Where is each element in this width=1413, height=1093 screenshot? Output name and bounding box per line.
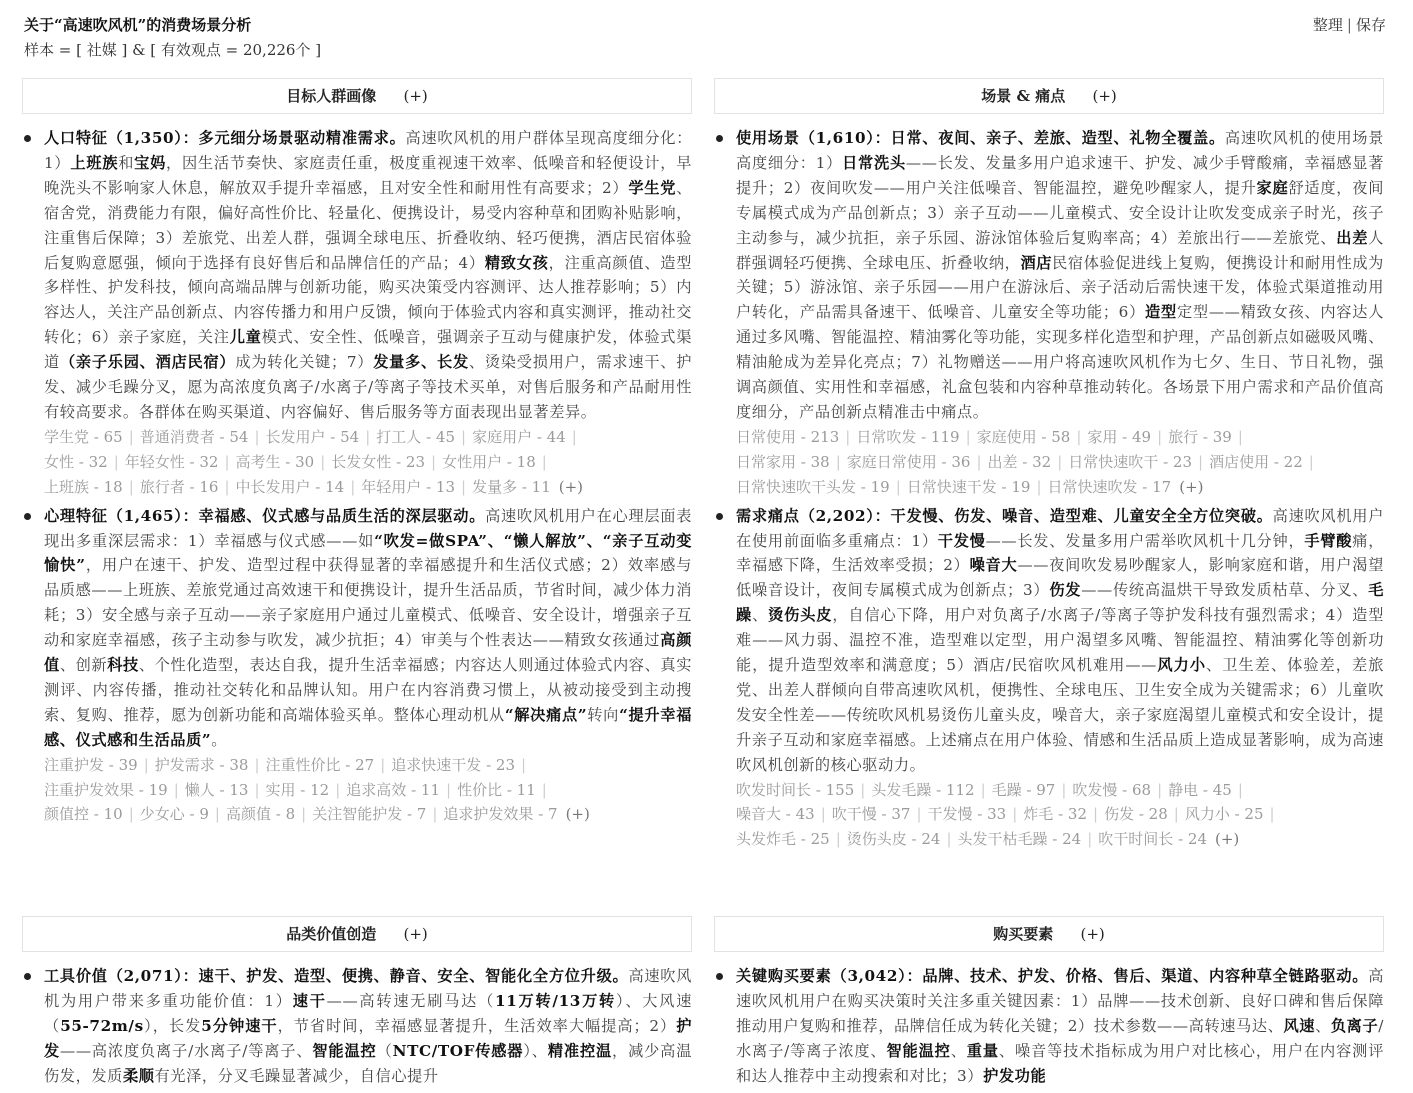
tag-divider: | <box>350 477 356 496</box>
more-tags-button[interactable]: (+) <box>1215 830 1240 849</box>
tag-divider: | <box>224 452 230 471</box>
body-text: 高速吹风机的用户群体呈现高度细分化：1） <box>44 129 692 172</box>
item-paragraph <box>44 504 692 753</box>
highlight-text: 风力小 <box>1156 656 1207 675</box>
tag-row <box>44 425 692 450</box>
body-text: ，自信心下降，用户对负离子/水离子/等离子等护发科技有强烈需求；4）造型难——风力弱、温控不准，造型难以定型，用户渴望多风嘴、智能温控、精油雾化等创新功能，提升造型效率和满意度；5）酒店/民宿吹风机难用—— <box>736 606 1385 675</box>
tag-divider: | <box>1057 452 1063 471</box>
panel-body <box>714 952 1384 1089</box>
body-text: 和 <box>118 153 135 172</box>
keyword-tag[interactable]: 日常快速吹干 - 23 <box>1068 452 1192 471</box>
tag-divider: | <box>224 477 230 496</box>
tag-divider: | <box>1012 805 1018 824</box>
tag-divider: | <box>335 780 341 799</box>
tag-divider: | <box>1269 805 1275 824</box>
highlight-text: 高颜值 <box>44 631 693 675</box>
keyword-tag[interactable]: 普通消费者 - 54 <box>139 427 249 446</box>
highlight-text: “解决痛点” <box>504 705 588 724</box>
body-text: ，节省时间，幸福感显著提升，生活效率大幅提高；2） <box>277 1016 677 1035</box>
tag-row <box>736 475 1384 500</box>
bullet-item <box>22 964 692 1089</box>
highlight-text: 55-72m/s <box>60 1016 144 1035</box>
keyword-tag[interactable]: 风力小 - 25 <box>1184 805 1264 824</box>
keyword-tag[interactable]: 烫伤头皮 - 24 <box>846 830 941 849</box>
keyword-tag[interactable]: 性价比 - 11 <box>457 780 536 799</box>
tag-row <box>44 450 692 475</box>
highlight-text: 噪音大 <box>969 556 1018 575</box>
highlight-text: 护发 <box>44 1016 692 1060</box>
tag-divider: | <box>1093 805 1099 824</box>
highlight-text: 发量多、长发 <box>373 353 469 372</box>
body-text: ——长发、发量多用户需举吹风机十几分钟， <box>985 531 1305 550</box>
panel-title: 场景 & 痛点 <box>981 87 1066 105</box>
save-button[interactable]: 保存 <box>1355 16 1386 34</box>
item-paragraph <box>736 964 1384 1089</box>
tag-divider: | <box>143 755 149 774</box>
panel-title: 品类价值创造 <box>286 925 377 943</box>
body-text: ——高转速无刷马达（ <box>326 991 496 1010</box>
body-text: 人群强调轻巧便携、全球电压、折叠收纳， <box>736 228 1384 272</box>
tag-divider: | <box>895 477 901 496</box>
body-text: 有光泽，分叉毛躁显著减少，自信心提升 <box>154 1066 439 1085</box>
tag-divider: | <box>835 452 841 471</box>
tag-divider: | <box>380 755 386 774</box>
tag-divider: | <box>365 427 371 446</box>
body-text: ——夜间吹发易吵醒家人，影响家庭和谐，用户渴望低噪音设计，夜间专属模式成为创新点；3） <box>736 556 1384 600</box>
tag-divider: | <box>845 427 851 446</box>
body-text: ——传统高温烘干导致发质枯草、分叉、 <box>1081 581 1369 600</box>
tag-list <box>44 753 692 828</box>
tag-divider: | <box>1157 780 1163 799</box>
bullet-item <box>714 964 1384 1089</box>
tag-row <box>736 827 1384 852</box>
body-text: 高速吹风机的使用场景高度细分：1） <box>736 129 1384 172</box>
expand-button[interactable]: (+) <box>403 925 428 943</box>
panel-purchase-factors <box>714 916 1384 1093</box>
item-paragraph <box>736 504 1384 778</box>
keyword-tag[interactable]: 伤发 - 28 <box>1104 805 1168 824</box>
item-heading: 使用场景（1,610）：日常、夜间、亲子、差旅、造型、礼物全覆盖。 <box>736 129 1225 147</box>
body-text: /水离子/等离子浓度、 <box>736 1016 1384 1060</box>
panel-header <box>22 78 692 114</box>
organize-button[interactable]: 整理 <box>1312 16 1343 34</box>
body-text: 、个性化造型，表达自我，提升生活幸福感；内容达人则通过体验式内容、真实测评、内容传播，推动社交转化和品牌认知。用户在内容消费习惯上，从被动接受到主动搜索、复购、推荐，愿为创新功能和高端体验买单。整体心理动机从 <box>44 656 692 724</box>
bullet-item <box>22 126 692 500</box>
tag-row <box>44 475 692 500</box>
expand-button[interactable]: (+) <box>1092 87 1117 105</box>
highlight-text: 5分钟速干 <box>201 1016 278 1035</box>
keyword-tag[interactable]: 长发用户 - 54 <box>265 427 360 446</box>
keyword-tag[interactable]: 学生党 - 65 <box>44 427 123 446</box>
keyword-tag[interactable]: 吹发时间长 - 155 <box>736 780 855 799</box>
keyword-tag[interactable]: 日常使用 - 213 <box>736 427 840 446</box>
body-text: 痛，幸福感下降，生活效率受损；2） <box>736 531 1384 575</box>
keyword-tag[interactable]: 日常快速吹干头发 - 19 <box>736 477 890 496</box>
tag-divider: | <box>301 805 307 824</box>
keyword-tag[interactable]: 家庭用户 - 44 <box>472 427 566 446</box>
tag-divider: | <box>571 427 577 446</box>
keyword-tag[interactable]: 少女心 - 9 <box>139 805 209 824</box>
body-text: 舒适度，夜间专属模式成为产品创新点；3）亲子互动——儿童模式、安全设计让吹发变成亲子时光，孩子主动参与，减少抗拒，亲子乐园、游泳馆体验后复购率高；4）差旅出行——差旅党、 <box>736 178 1384 247</box>
body-text: ——高浓度负离子/水离子/等离子、 <box>60 1041 313 1060</box>
tag-row <box>44 778 692 803</box>
highlight-text: 风速 <box>1283 1016 1316 1035</box>
keyword-tag[interactable]: 日常吹发 - 119 <box>856 427 960 446</box>
highlight-text: 日常洗头 <box>842 153 906 172</box>
tag-divider: | <box>320 452 326 471</box>
body-text: ——长发、发量多用户追求速干、护发、减少手臂酸痛，幸福感显著提升；2）夜间吹发——用户关注低噪音、智能温控，避免吵醒家人，提升 <box>736 153 1384 197</box>
keyword-tag[interactable]: 高颜值 - 8 <box>225 805 296 824</box>
tag-divider: | <box>1076 427 1082 446</box>
highlight-text: 手臂酸 <box>1304 531 1353 550</box>
more-tags-button[interactable]: (+) <box>1179 477 1204 496</box>
keyword-tag[interactable]: 头发炸毛 - 25 <box>736 830 830 849</box>
bullet-item <box>714 504 1384 853</box>
item-heading: 关键购买要素（3,042）：品牌、技术、护发、价格、售后、渠道、内容种草全链路驱动。 <box>736 967 1369 985</box>
expand-button[interactable]: (+) <box>1080 925 1105 943</box>
keyword-tag[interactable]: 注重性价比 - 27 <box>265 755 375 774</box>
item-heading: 工具价值（2,071）：速干、护发、造型、便携、静音、安全、智能化全方位升级。 <box>44 967 629 985</box>
highlight-text: 柔顺 <box>122 1066 155 1085</box>
body-text: 定型——精致女孩、内容达人通过多风嘴、智能温控、精油雾化等功能，实现多样化造型和护理，产品创新点如磁吸风嘴、精油舱成为差异化亮点；7）礼物赠送——用户将高速吹风机作为七夕、生日、节日礼物，强调高颜值、实用性和幸福感，礼盒包装和内容种草推动转化。各场景下用户需求和产品价值高度细分，产品创新点精准击中痛点。 <box>736 303 1384 421</box>
tag-divider: | <box>128 805 134 824</box>
keyword-tag[interactable]: 关注智能护发 - 7 <box>312 805 427 824</box>
keyword-tag[interactable]: 长发女性 - 23 <box>331 452 425 471</box>
panel-body <box>714 114 1384 852</box>
keyword-tag[interactable]: 炸毛 - 32 <box>1023 805 1087 824</box>
tag-divider: | <box>254 780 260 799</box>
bullet-item <box>714 126 1384 500</box>
highlight-text: 烫伤头皮 <box>768 606 833 625</box>
tag-divider: | <box>521 755 527 774</box>
item-heading: 心理特征（1,465）：幸福感、仪式感与品质生活的深层驱动。 <box>44 506 486 525</box>
highlight-text: 负离子 <box>1330 1016 1379 1035</box>
tag-list <box>736 425 1384 500</box>
highlight-text: 伤发 <box>1049 581 1082 600</box>
body-text: 高速吹风机用户在心理层面表现出多重深层需求：1）幸福感与仪式感——如 <box>44 506 692 550</box>
body-text: 、宿舍党，消费能力有限，偏好高性价比、轻量化、便携设计，易受内容种草和团购补贴影响，注重售后保障；3）差旅党、出差人群，强调全球电压、折叠收纳、轻巧便携，酒店民宿体验后复购意愿强，倾向于选择有良好售后和品牌信任的产品；4） <box>44 178 692 272</box>
body-text: 模式、安全性、低噪音，强调亲子互动与健康护发，体验式渠道 <box>44 328 693 372</box>
body-text: ，注重高颜值、造型多样性、护发科技，倾向高端品牌与创新功能，购买决策受内容测评、达人推荐影响；5）内容达人，关注产品创新点、内容传播力和用户反馈，倾向于体验式内容和真实测评，推动社交转化；6）亲子家庭，关注 <box>44 253 693 347</box>
top-bar <box>0 0 1413 70</box>
highlight-text: “吹发=做SPA”、“懒人解放”、“亲子互动变愉快” <box>44 531 692 575</box>
tag-divider: | <box>976 452 982 471</box>
keyword-tag[interactable]: 家庭使用 - 58 <box>976 427 1071 446</box>
body-text: ，减少高温伤发，发质 <box>44 1041 693 1085</box>
body-text: 高速吹风机为用户带来多重功能价值：1） <box>44 967 693 1010</box>
sample-description: 样本 = [ 社媒 ] & [ 有效观点 = 20,226个 ] <box>24 41 322 59</box>
tag-divider: | <box>1087 830 1093 849</box>
tag-divider: | <box>541 780 547 799</box>
highlight-text: 重量 <box>966 1041 999 1060</box>
tag-divider: | <box>860 780 866 799</box>
highlight-text: “提升幸福感、仪式感和生活品质” <box>44 705 692 749</box>
item-paragraph <box>44 964 692 1089</box>
tag-row <box>736 450 1384 475</box>
highlight-text: 儿童 <box>229 328 262 347</box>
highlight-text: 宝妈 <box>134 153 167 172</box>
body-text: ，用户在速干、护发、造型过程中获得显著的幸福感提升和生活仪式感；2）效率感与品质感——上班族、差旅党通过高效速干和便携设计，提升生活品质，节省时间，减少体力消耗；3）安全感与亲子互动——亲子家庭用户通过儿童模式、低噪音、安全设计，增强亲子互动和家庭幸福感，孩子主动参与吹发，减少抗拒；4）审美与个性表达——精致女孩通过 <box>44 556 692 650</box>
keyword-tag[interactable]: 家庭日常使用 - 36 <box>846 452 971 471</box>
keyword-tag[interactable]: 追求护发效果 - 7 <box>443 805 558 824</box>
panel-header <box>22 916 692 952</box>
highlight-text: 科技 <box>107 656 139 675</box>
body-text: ，因生活节奏快、家庭责任重，极度重视速干效率、低噪音和轻便设计，早晚洗头不影响家人休息，解放双手提升幸福感，且对安全性和耐用性有高要求；2） <box>44 153 692 197</box>
keyword-tag[interactable]: 吹干慢 - 37 <box>831 805 911 824</box>
tag-divider: | <box>1237 780 1243 799</box>
keyword-tag[interactable]: 头发毛躁 - 112 <box>871 780 975 799</box>
body-text: 民宿体验促进线上复购，便携设计和耐用性成为关键；5）游泳馆、亲子乐园——用户在游泳后、亲子活动后需快速干发，体验式渠道推动用户转化，产品需具备速干、低噪音、儿童安全等功能；6） <box>736 253 1384 322</box>
body-text: 、创新 <box>59 656 108 675</box>
expand-button[interactable]: (+) <box>403 87 428 105</box>
highlight-text: 家庭 <box>1256 178 1289 197</box>
tag-divider: | <box>1198 452 1204 471</box>
keyword-tag[interactable]: 注重护发 - 39 <box>44 755 138 774</box>
more-tags-button[interactable]: (+) <box>558 477 584 496</box>
keyword-tag[interactable]: 上班族 - 18 <box>44 477 123 496</box>
keyword-tag[interactable]: 吹发慢 - 68 <box>1072 780 1152 799</box>
keyword-tag[interactable]: 干发慢 - 33 <box>927 805 1007 824</box>
highlight-text: 酒店 <box>1020 253 1053 272</box>
panel-body <box>22 952 692 1089</box>
panel-header <box>714 916 1384 952</box>
body-text: 、 <box>752 606 769 625</box>
highlight-text: 学生党 <box>628 178 677 197</box>
body-text: 转向 <box>587 705 620 724</box>
keyword-tag[interactable]: 酒店使用 - 22 <box>1209 452 1303 471</box>
tag-divider: | <box>446 780 452 799</box>
tag-divider: | <box>214 805 220 824</box>
header-actions <box>1313 14 1386 35</box>
keyword-tag[interactable]: 追求高效 - 11 <box>346 780 440 799</box>
tag-list <box>44 425 692 500</box>
tag-divider: | <box>916 805 922 824</box>
panel-category-value <box>22 916 692 1093</box>
tag-divider: | <box>1157 427 1163 446</box>
action-divider: | <box>1346 16 1352 34</box>
highlight-text: 智能温控 <box>312 1041 377 1060</box>
panel-title: 购买要素 <box>993 925 1054 943</box>
panel-header <box>714 78 1384 114</box>
tag-divider: | <box>835 830 841 849</box>
tag-row <box>736 778 1384 803</box>
item-heading: 需求痛点（2,202）：干发慢、伤发、噪音、造型难、儿童安全全方位突破。 <box>736 506 1273 525</box>
keyword-tag[interactable]: 家用 - 49 <box>1087 427 1152 446</box>
tag-divider: | <box>820 805 826 824</box>
tag-divider: | <box>1061 780 1067 799</box>
keyword-tag[interactable]: 高考生 - 30 <box>235 452 315 471</box>
item-paragraph <box>736 126 1384 425</box>
body-text: 、噪音等技术指标成为用户对比核心，用户在内容测评和达人推荐中主动搜索和对比；3） <box>736 1041 1385 1085</box>
keyword-tag[interactable]: 中长发用户 - 14 <box>235 477 345 496</box>
keyword-tag[interactable]: 噪音大 - 43 <box>736 805 815 824</box>
tag-divider: | <box>128 427 134 446</box>
panel-target-audience <box>22 78 692 831</box>
tag-divider: | <box>461 427 467 446</box>
item-paragraph <box>44 126 692 425</box>
tag-divider: | <box>946 830 952 849</box>
body-text: ）、 <box>523 1041 548 1060</box>
keyword-tag[interactable]: 旅行者 - 16 <box>139 477 219 496</box>
keyword-tag[interactable]: 追求快速干发 - 23 <box>391 755 515 774</box>
keyword-tag[interactable]: 懒人 - 13 <box>184 780 249 799</box>
tag-divider: | <box>1237 427 1243 446</box>
highlight-text: 造型 <box>1145 303 1177 322</box>
body-text: 、烫染受损用户，需求速干、护发、减少毛躁分叉，愿为高浓度负离子/水离子/等离子等技术买单，对售后服务和产品耐用性有较高要求。各群体在购买渠道、内容偏好、售后服务等方面表现出显著差异。 <box>44 353 692 421</box>
tag-row <box>736 802 1384 827</box>
tag-divider: | <box>432 805 438 824</box>
tag-divider: | <box>1173 805 1179 824</box>
body-text: 高速吹风机用户在购买决策时关注多重关键因素：1）品牌——技术创新、良好口碑和售后保障推动用户复购和推荐，品牌信任成为转化关键；2）技术参数——高转速马达、 <box>736 967 1384 1035</box>
item-heading: 人口特征（1,350）：多元细分场景驱动精准需求。 <box>44 129 406 147</box>
keyword-tag[interactable]: 日常家用 - 38 <box>736 452 830 471</box>
tag-divider: | <box>173 780 179 799</box>
bullet-item <box>22 504 692 828</box>
panel-scene-painpoints <box>714 78 1384 856</box>
tag-divider: | <box>461 477 467 496</box>
highlight-text: NTC/TOF传感器 <box>392 1041 524 1060</box>
highlight-text: 智能温控 <box>886 1041 951 1060</box>
tag-divider: | <box>980 780 986 799</box>
keyword-tag[interactable]: 发量多 - 11 <box>472 477 551 496</box>
body-text: 、 <box>1315 1016 1331 1035</box>
keyword-tag[interactable]: 年轻女性 - 32 <box>124 452 219 471</box>
keyword-tag[interactable]: 女性用户 - 18 <box>442 452 536 471</box>
keyword-tag[interactable]: 旅行 - 39 <box>1168 427 1232 446</box>
highlight-text: （亲子乐园、酒店民宿） <box>59 353 236 372</box>
body-text: ）、大风速（ <box>44 991 692 1035</box>
keyword-tag[interactable]: 出差 - 32 <box>987 452 1052 471</box>
tag-row <box>44 753 692 778</box>
body-text: 成为转化关键；7） <box>235 353 374 372</box>
highlight-text: 精致女孩 <box>484 253 549 272</box>
body-text: ），长发 <box>143 1016 202 1035</box>
body-text: （ <box>376 1041 393 1060</box>
highlight-text: 干发慢 <box>937 531 986 550</box>
tag-row <box>44 802 692 827</box>
tag-divider: | <box>254 755 260 774</box>
keyword-tag[interactable]: 注重护发效果 - 19 <box>44 780 168 799</box>
tag-divider: | <box>128 477 134 496</box>
highlight-text: 速干 <box>292 991 327 1010</box>
keyword-tag[interactable]: 女性 - 32 <box>44 452 108 471</box>
highlight-text: 毛躁 <box>736 581 1384 625</box>
keyword-tag[interactable]: 静电 - 45 <box>1168 780 1232 799</box>
keyword-tag[interactable]: 毛躁 - 97 <box>991 780 1056 799</box>
highlight-text: 11万转/13万转 <box>495 991 616 1010</box>
panel-title: 目标人群画像 <box>286 87 377 105</box>
tag-divider: | <box>113 452 119 471</box>
highlight-text: 出差 <box>1336 228 1369 247</box>
tag-divider: | <box>541 452 547 471</box>
keyword-tag[interactable]: 年轻用户 - 13 <box>361 477 455 496</box>
keyword-tag[interactable]: 颜值控 - 10 <box>44 805 123 824</box>
tag-divider: | <box>965 427 971 446</box>
keyword-tag[interactable]: 打工人 - 45 <box>376 427 455 446</box>
keyword-tag[interactable]: 日常快速吹发 - 17 <box>1047 477 1172 496</box>
keyword-tag[interactable]: 日常快速干发 - 19 <box>906 477 1031 496</box>
more-tags-button[interactable]: (+) <box>565 805 590 824</box>
keyword-tag[interactable]: 头发干枯毛躁 - 24 <box>957 830 1082 849</box>
tag-row <box>736 425 1384 450</box>
body-text: 。 <box>211 730 228 749</box>
body-text: 、 <box>950 1041 967 1060</box>
keyword-tag[interactable]: 实用 - 12 <box>265 780 330 799</box>
keyword-tag[interactable]: 吹干时间长 - 24 <box>1098 830 1207 849</box>
tag-divider: | <box>254 427 260 446</box>
page-title: 关于“高速吹风机”的消费场景分析 <box>24 16 252 34</box>
highlight-text: 上班族 <box>70 153 119 172</box>
highlight-text: 精准控温 <box>547 1041 613 1060</box>
tag-divider: | <box>1308 452 1314 471</box>
tag-list <box>736 778 1384 853</box>
tag-divider: | <box>431 452 437 471</box>
highlight-text: 护发功能 <box>983 1066 1047 1085</box>
body-text: 高速吹风机用户在使用前面临多重痛点：1） <box>736 506 1384 550</box>
body-text: 、卫生差、体验差，差旅党、出差人群倾向自带高速吹风机，便携性、全球电压、卫生安全成为关键需求；6）儿童吹发安全性差——传统吹风机易烫伤儿童头皮，噪音大，亲子家庭渴望儿童模式和安全设计，提升亲子互动和家庭幸福感。上述痛点在用户体验、情感和生活品质上造成显著影响，成为高速吹风机创新的核心驱动力。 <box>736 656 1384 774</box>
keyword-tag[interactable]: 护发需求 - 38 <box>154 755 249 774</box>
panel-body <box>22 114 692 827</box>
tag-divider: | <box>1036 477 1042 496</box>
